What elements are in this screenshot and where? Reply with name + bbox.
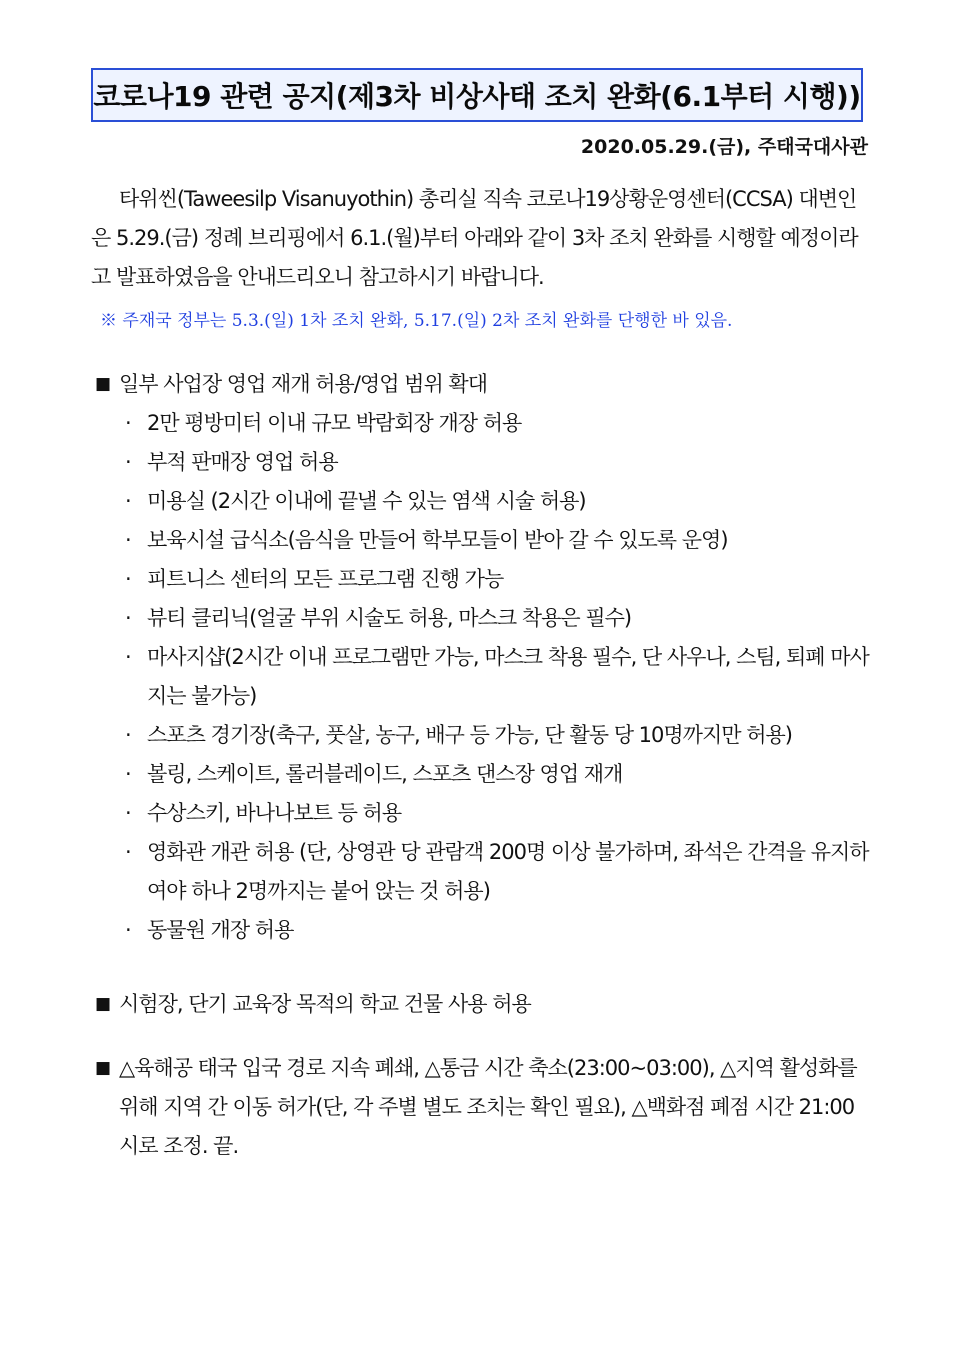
dot-bullet: · [125,645,131,669]
section-title: 일부 사업장 영업 재개 허용/영업 범위 확대 [119,372,487,396]
square-bullet: ■ [95,374,111,394]
item-list [95,404,870,950]
list-item [125,638,870,716]
note-line: ※ 주재국 정부는 5.3.(일) 1차 조치 완화, 5.17.(일) 2차 조치 완화를 단행한 바 있음. [100,311,733,331]
dot-bullet: · [125,723,131,747]
item-text: 스포츠 경기장(축구, 풋살, 농구, 배구 등 가능, 단 활동 당 10명까지만 허용) [147,723,792,747]
dot-bullet: · [125,918,131,942]
list-item [125,443,870,482]
item-text: 동물원 개장 허용 [147,918,294,942]
section-business-reopening [95,365,870,950]
section-title: 시험장, 단기 교육장 목적의 학교 건물 사용 허용 [119,992,531,1016]
dot-bullet: · [125,762,131,786]
item-text: 미용실 (2시간 이내에 끝낼 수 있는 염색 시술 허용) [147,489,586,513]
dot-bullet: · [125,450,131,474]
square-bullet: ■ [95,1058,111,1078]
section-heading [95,1049,870,1166]
item-text: 부적 판매장 영업 허용 [147,450,338,474]
list-item [125,755,870,794]
list-item [125,833,870,911]
list-item [125,794,870,833]
notice-title: 코로나19 관련 공지(제3차 비상사태 조치 완화(6.1부터 시행)) [93,80,861,113]
item-text: 뷰티 클리닉(얼굴 부위 시술도 허용, 마스크 착용은 필수) [147,606,632,630]
dot-bullet: · [125,411,131,435]
list-item [125,911,870,950]
list-item [125,482,870,521]
dot-bullet: · [125,528,131,552]
section-heading [95,365,870,404]
item-text: 영화관 개관 허용 (단, 상영관 당 관람객 200명 이상 불가하며, 좌석은 간격을 유지하여야 하나 2명까지는 붙어 앉는 것 허용) [147,840,869,903]
section-title: △육해공 태국 입국 경로 지속 폐쇄, △통금 시간 축소(23:00~03:00), △지역 활성화를 위해 지역 간 이동 허가(단, 각 주별 별도 조치는 확인 필요), △백화점 폐점 시간 21:00시로 조정. 끝. [119,1056,857,1158]
item-text: 마사지샵(2시간 이내 프로그램만 가능, 마스크 착용 필수, 단 사우나, 스팀, 퇴폐 마사지는 불가능) [147,645,869,708]
dot-bullet: · [125,801,131,825]
square-bullet: ■ [95,994,111,1014]
item-text: 2만 평방미터 이내 규모 박람회장 개장 허용 [147,411,522,435]
dot-bullet: · [125,567,131,591]
item-text: 볼링, 스케이트, 롤러블레이드, 스포츠 댄스장 영업 재개 [147,762,623,786]
item-text: 수상스키, 바나나보트 등 허용 [147,801,402,825]
dot-bullet: · [125,840,131,864]
notice-title-box [91,68,863,122]
list-item [125,716,870,755]
list-item [125,599,870,638]
item-text: 보육시설 급식소(음식을 만들어 학부모들이 받아 갈 수 있도록 운영) [147,528,728,552]
dot-bullet: · [125,606,131,630]
date-line: 2020.05.29.(금), 주태국대사관 [580,136,868,158]
intro-paragraph: 타위씬(Taweesilp Visanuyothin) 총리실 직속 코로나19상황운영센터(CCSA) 대변인은 5.29.(금) 정례 브리핑에서 6.1.(월)부터 아래와 같이 3차 조치 완화를 시행할 예정이라고 발표하였음을 안내드리오니 참고하시기 바랍니다. [91,187,858,289]
item-text: 피트니스 센터의 모든 프로그램 진행 가능 [147,567,504,591]
list-item [125,404,870,443]
list-item [125,560,870,599]
section-heading [95,985,870,1024]
section-school-buildings [95,985,870,1024]
list-item [125,521,870,560]
dot-bullet: · [125,489,131,513]
section-other-measures [95,1049,870,1166]
